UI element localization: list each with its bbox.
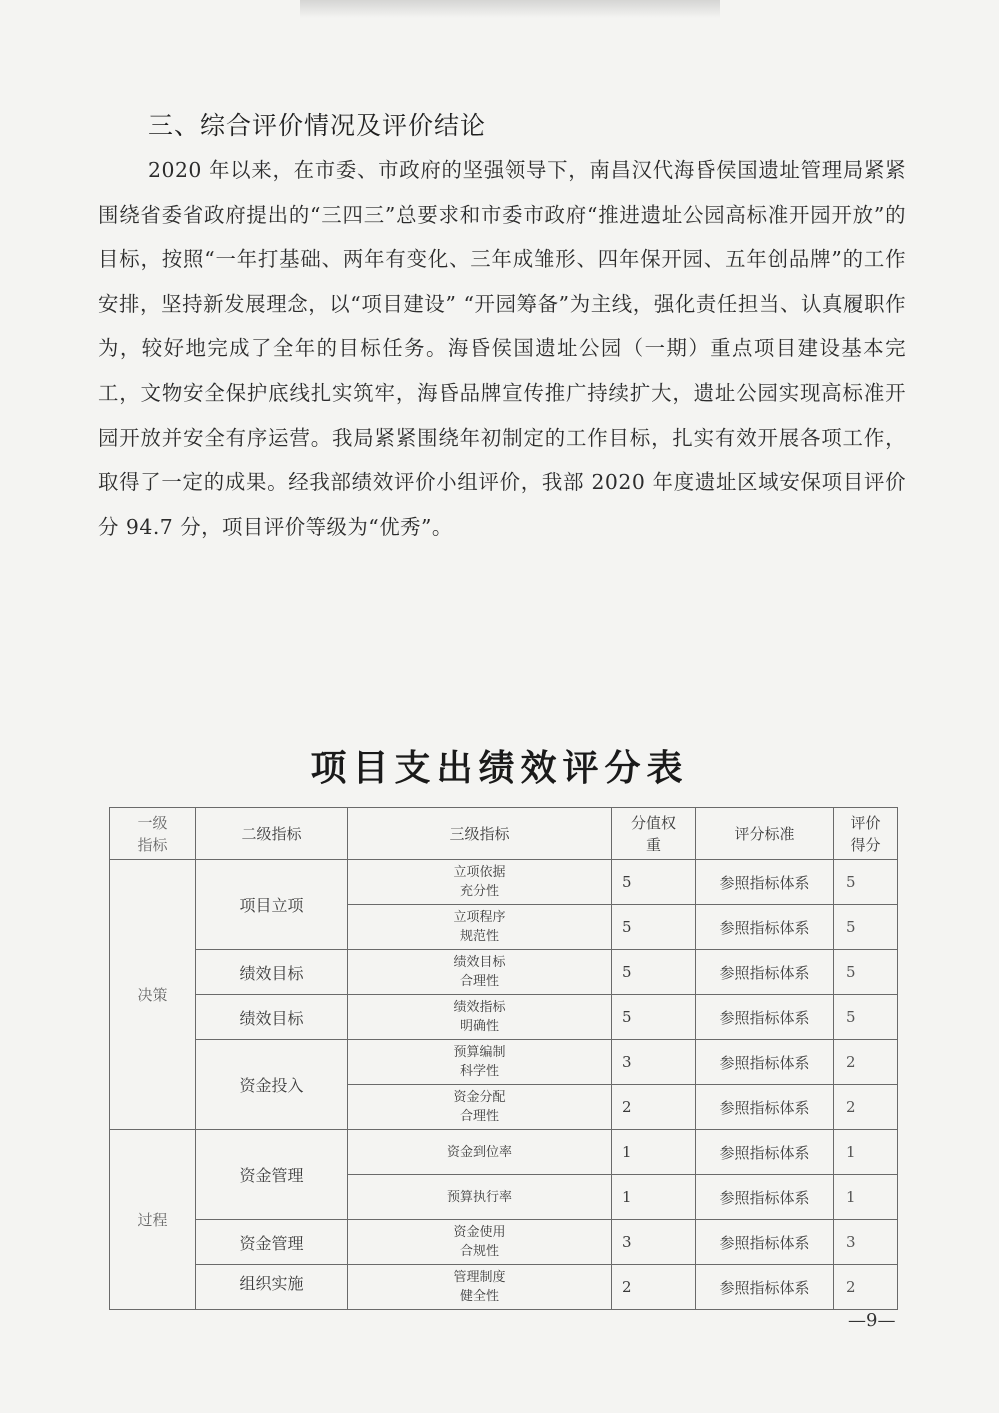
section-heading: 三、综合评价情况及评价结论 <box>148 111 487 140</box>
weight: 3 <box>612 1040 696 1085</box>
standard: 参照指标体系 <box>696 1220 834 1265</box>
sub-performance-goal: 绩效目标 <box>196 950 348 995</box>
sub-performance-goal: 绩效目标 <box>196 995 348 1040</box>
standard: 参照指标体系 <box>696 905 834 950</box>
indicator: 资金使用 合规性 <box>348 1220 612 1265</box>
weight: 3 <box>612 1220 696 1265</box>
table-row <box>110 1265 898 1310</box>
standard: 参照指标体系 <box>696 1265 834 1310</box>
score: 2 <box>834 1265 898 1310</box>
sub-funding-management: 资金管理 <box>196 1220 348 1265</box>
sub-funding-management: 资金管理 <box>196 1130 348 1220</box>
weight: 1 <box>612 1130 696 1175</box>
table-row <box>110 1220 898 1265</box>
weight: 5 <box>612 995 696 1040</box>
weight: 2 <box>612 1265 696 1310</box>
table-row <box>110 1130 898 1175</box>
weight: 5 <box>612 950 696 995</box>
header-weight: 分值权 重 <box>612 808 696 860</box>
table-row <box>110 860 898 905</box>
indicator: 立项程序 规范性 <box>348 905 612 950</box>
weight: 1 <box>612 1175 696 1220</box>
standard: 参照指标体系 <box>696 860 834 905</box>
standard: 参照指标体系 <box>696 1085 834 1130</box>
table-row <box>110 1040 898 1085</box>
body-paragraph: 2020 年以来，在市委、市政府的坚强领导下，南昌汉代海昏侯国遗址管理局紧紧围绕省委省政府提出的“三四三”总要求和市委市政府“推进遗址公园高标准开园开放”的目标，按照“一年打基础、两年有变化、三年成雏形、四年保开园、五年创品牌”的工作安排，坚持新发展理念，以“项目建设” “开园筹备”为主线，强化责任担当、认真履职作为，较好地完成了全年的目标任务。海昏侯国遗址公园（一期）重点项目建设基本完工，文物安全保护底线扎实筑牢，海昏品牌宣传推广持续扩大，遗址公园实现高标准开园开放并安全有序运营。我局紧紧围绕年初制定的工作目标，扎实有效开展各项工作，取得了一定的成果。经我部绩效评价小组评价，我部 2020 年度遗址区域安保项目评价分 94.7 分，项目评价等级为“优秀”。 <box>98 158 906 539</box>
performance-score-table <box>109 807 898 1310</box>
scan-artifact <box>300 0 720 18</box>
indicator: 资金到位率 <box>348 1130 612 1175</box>
score: 3 <box>834 1220 898 1265</box>
sub-organization-implementation: 组织实施 <box>196 1265 348 1310</box>
weight: 5 <box>612 905 696 950</box>
indicator: 绩效目标 合理性 <box>348 950 612 995</box>
header-level2: 二级指标 <box>196 808 348 860</box>
header-level1: 一级 指标 <box>110 808 196 860</box>
score: 5 <box>834 950 898 995</box>
weight: 5 <box>612 860 696 905</box>
score: 5 <box>834 995 898 1040</box>
header-standard: 评分标准 <box>696 808 834 860</box>
standard: 参照指标体系 <box>696 995 834 1040</box>
standard: 参照指标体系 <box>696 1040 834 1085</box>
score: 5 <box>834 905 898 950</box>
standard: 参照指标体系 <box>696 950 834 995</box>
weight: 2 <box>612 1085 696 1130</box>
indicator: 立项依据 充分性 <box>348 860 612 905</box>
indicator: 管理制度 健全性 <box>348 1265 612 1310</box>
header-level3: 三级指标 <box>348 808 612 860</box>
indicator: 资金分配 合理性 <box>348 1085 612 1130</box>
table-row <box>110 995 898 1040</box>
score: 1 <box>834 1130 898 1175</box>
table-title: 项目支出绩效评分表 <box>310 747 689 789</box>
sub-funding-input: 资金投入 <box>196 1040 348 1130</box>
indicator: 绩效指标 明确性 <box>348 995 612 1040</box>
score: 2 <box>834 1040 898 1085</box>
indicator: 预算编制 科学性 <box>348 1040 612 1085</box>
page-number: —9— <box>848 1310 896 1331</box>
table-header-row <box>110 808 898 860</box>
sub-project-approval: 项目立项 <box>196 860 348 950</box>
header-score: 评价 得分 <box>834 808 898 860</box>
standard: 参照指标体系 <box>696 1130 834 1175</box>
group-decision: 决策 <box>110 860 196 1130</box>
score: 1 <box>834 1175 898 1220</box>
group-process: 过程 <box>110 1130 196 1310</box>
indicator: 预算执行率 <box>348 1175 612 1220</box>
score: 5 <box>834 860 898 905</box>
table-row <box>110 950 898 995</box>
score: 2 <box>834 1085 898 1130</box>
standard: 参照指标体系 <box>696 1175 834 1220</box>
